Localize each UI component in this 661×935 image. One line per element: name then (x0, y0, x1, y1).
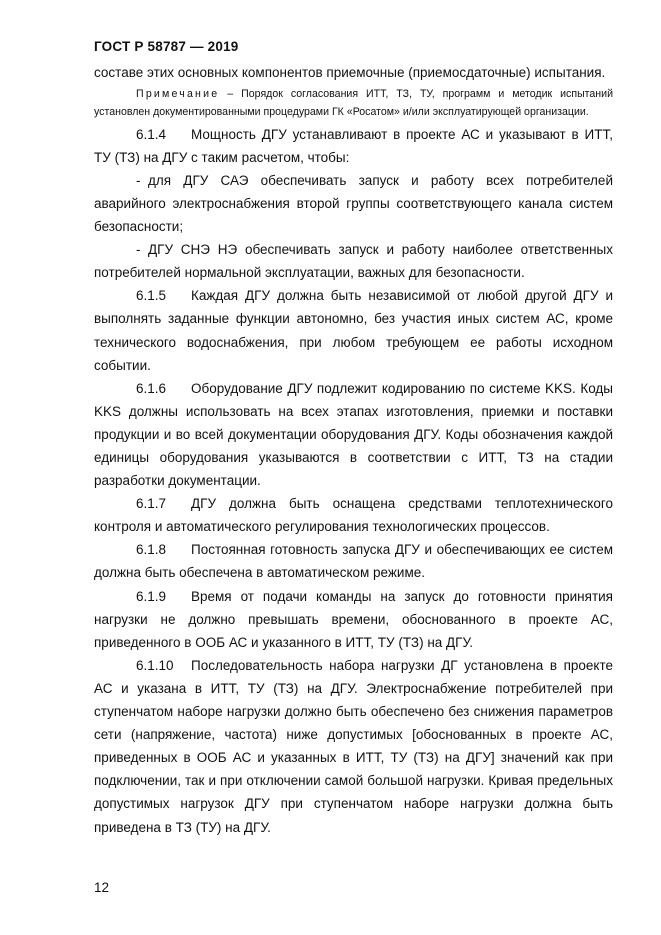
clause-number: 6.1.6 (136, 380, 167, 396)
clause-text: Оборудование ДГУ подлежит кодированию по системе KKS. Коды KKS должны использовать на всех этапах изготовления, приемки и поставки продукции и во всей документации оборудования ДГУ. Коды обозначения каждой единицы оборудования указываются в соответствии с ИТТ, ТЗ на стадии разработки документации. (94, 380, 613, 489)
note (94, 85, 613, 122)
paragraph-6-1-8 (94, 538, 613, 584)
continuation-text: составе этих основных компонентов приемочные (приемосдаточные) испытания. (94, 65, 606, 80)
list-item-text: ДГУ СНЭ НЭ обеспечивать запуск и работу наиболее ответственных потребителей нормальной эксплуатации, важных для безопасности. (94, 242, 613, 281)
clause-number: 6.1.4 (136, 126, 167, 142)
list-dash: - (136, 172, 141, 188)
paragraph-6-1-9 (94, 585, 613, 654)
clause-text: Последовательность набора нагрузки ДГ установлена в проекте АС и указана в ИТТ, ТУ (ТЗ) на ДГУ. Электроснабжение потребителей при ступенчатом наборе нагрузки должно быть обеспечено без снижения параметров сети (напряжение, частота) ниже допустимых [обоснованных в проекте АС, приведенных в ООБ АС и указанных в ИТТ, ТУ (ТЗ) на ДГУ] значений как при подключении, так и при отключении самой большой нагрузки. Кривая предельных допустимых нагрузок ДГУ при ступенчатом наборе нагрузки должна быть приведена в ТЗ (ТУ) на ДГУ. (94, 657, 613, 835)
clause-text: ДГУ должна быть оснащена средствами теплотехнического контроля и автоматического регулирования технологических процессов. (94, 496, 613, 535)
clause-number: 6.1.8 (136, 542, 167, 558)
page-number: 12 (94, 880, 110, 895)
clause-number: 6.1.9 (136, 588, 167, 604)
list-item (94, 169, 613, 238)
clause-text: Каждая ДГУ должна быть независимой от любой другой ДГУ и выполнять заданные функции автономно, без участия иных систем АС, кроме технического водоснабжения, при любом требующем ее работы исходном событии. (94, 288, 613, 373)
clause-number: 6.1.5 (136, 288, 167, 304)
paragraph-6-1-5 (94, 284, 613, 376)
document-header: ГОСТ Р 58787 — 2019 (94, 39, 239, 54)
paragraph-6-1-10 (94, 654, 613, 839)
list-item-text: для ДГУ САЭ обеспечивать запуск и работу всех потребителей аварийного электроснабжения второй группы соответствующего канала систем безопасности; (94, 172, 613, 235)
clause-text: Мощность ДГУ устанавливают в проекте АС и указывают в ИТТ, ТУ (ТЗ) на ДГУ с таким расчетом, чтобы: (94, 126, 613, 165)
clause-number: 6.1.10 (136, 657, 174, 673)
paragraph-6-1-7 (94, 492, 613, 538)
document-body (94, 61, 613, 839)
clause-number: 6.1.7 (136, 496, 167, 512)
paragraph-6-1-4 (94, 123, 613, 169)
note-text: Порядок согласования ИТТ, ТЗ, ТУ, программ и методик испытаний установлен документированными процедурами ГК «Росатом» и/или эксплуатирующей организации. (94, 88, 613, 119)
list-item (94, 238, 613, 284)
note-label: Примечание (136, 88, 220, 101)
clause-text: Постоянная готовность запуска ДГУ и обеспечивающих ее систем должна быть обеспечена в автоматическом режиме. (94, 542, 613, 581)
note-dash: – (227, 88, 234, 101)
clause-text: Время от подачи команды на запуск до готовности принятия нагрузки не должно превышать времени, обоснованного в проекте АС, приведенного в ООБ АС и указанного в ИТТ, ТУ (ТЗ) на ДГУ. (94, 588, 613, 650)
list-dash: - (136, 242, 141, 258)
paragraph-6-1-6 (94, 377, 613, 492)
